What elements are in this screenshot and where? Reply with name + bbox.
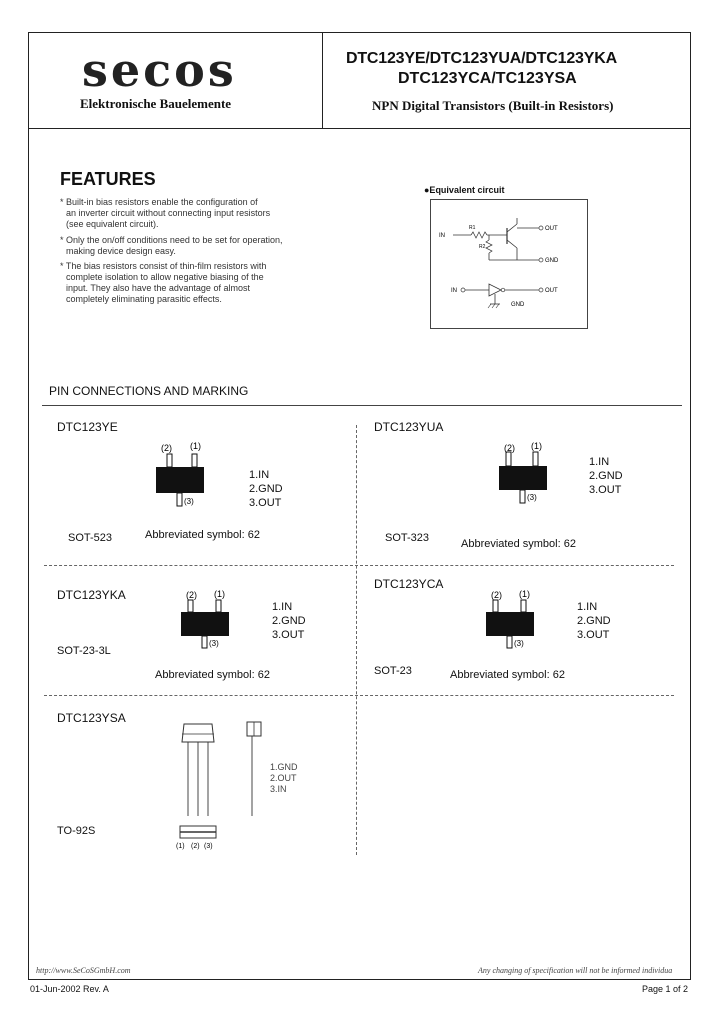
svg-text:(1): (1) — [531, 441, 542, 451]
page-number: Page 1 of 2 — [642, 984, 689, 994]
header-bottom-rule — [28, 128, 691, 129]
abbreviated-symbol: Abbreviated symbol: 62 — [461, 538, 576, 550]
feature-item-3: * The bias resistors consist of thin-film resistors with complete isolation to allow negative biasing of the input. They also have the advantage of almost completely eliminating parasitic effects. — [60, 261, 267, 304]
pin-connections-heading: PIN CONNECTIONS AND MARKING — [49, 384, 249, 398]
sot523-package-drawing — [150, 440, 220, 508]
pin-section-rule — [42, 405, 682, 406]
pinout-list: 1.IN 2.GND 3.OUT — [272, 601, 306, 641]
abbreviated-symbol: Abbreviated symbol: 62 — [145, 529, 260, 541]
sot23-3l-package-drawing — [176, 588, 246, 652]
feature-item-1: * Built-in bias resistors enable the configuration of an inverter circuit without connecting input resistors (see equivalent circuit). — [60, 197, 271, 229]
eq-out-label-2: OUT — [545, 288, 558, 294]
device-name: DTC123YCA — [374, 577, 444, 591]
svg-text:(2): (2) — [504, 443, 515, 453]
eq-r2-label: R2 — [479, 244, 486, 250]
pinout-list: 1.IN 2.GND 3.OUT — [577, 601, 611, 641]
sot323-package-drawing — [493, 440, 563, 508]
features-heading: FEATURES — [60, 169, 156, 189]
svg-text:(2): (2) — [186, 590, 197, 600]
svg-text:(1): (1) — [519, 589, 530, 599]
package-name: TO-92S — [57, 825, 96, 837]
column-divider — [356, 425, 357, 855]
eq-gnd-label-2: GND — [511, 302, 525, 308]
row-divider-1 — [44, 565, 674, 566]
title-line-2: DTC123YCA/TC123YSA — [398, 70, 577, 87]
equivalent-circuit-title: ●Equivalent circuit — [424, 185, 505, 195]
document-subtitle: NPN Digital Transistors (Built-in Resistors) — [372, 98, 614, 113]
device-name: DTC123YE — [57, 420, 118, 434]
svg-text:(2): (2) — [491, 590, 502, 600]
package-name: SOT-323 — [385, 532, 430, 544]
eq-gnd-label: GND — [545, 258, 559, 264]
to92s-package-drawing — [170, 718, 280, 853]
footer-url[interactable]: http://www.SeCoSGmbH.com — [36, 966, 131, 975]
svg-text:(1): (1) — [190, 441, 201, 451]
equivalent-circuit-box — [430, 199, 588, 329]
title-line-1: DTC123YE/DTC123YUA/DTC123YKA — [346, 50, 617, 67]
row-divider-2 — [44, 695, 674, 696]
eq-out-label: OUT — [545, 226, 558, 232]
svg-text:(2): (2) — [191, 843, 200, 850]
footer-note: Any changing of specification will not be informed individua — [478, 966, 673, 975]
sot23-package-drawing — [481, 588, 551, 652]
abbreviated-symbol: Abbreviated symbol: 62 — [155, 669, 270, 681]
eq-in-label-2: IN — [451, 288, 457, 294]
revision-date: 01-Jun-2002 Rev. A — [30, 984, 109, 994]
pinout-list: 1.IN 2.GND 3.OUT — [249, 469, 283, 509]
device-name: DTC123YKA — [57, 588, 126, 602]
pinout-list: 1.IN 2.GND 3.OUT — [589, 456, 623, 496]
package-name: SOT-23 — [374, 665, 412, 677]
device-name: DTC123YSA — [57, 711, 126, 725]
abbreviated-symbol: Abbreviated symbol: 62 — [450, 669, 565, 681]
svg-text:(3): (3) — [184, 497, 194, 506]
package-name: SOT-523 — [68, 532, 113, 544]
secos-logo: secos — [82, 43, 237, 97]
svg-text:(3): (3) — [527, 493, 537, 502]
device-name: DTC123YUA — [374, 420, 444, 434]
svg-text:(1): (1) — [214, 589, 225, 599]
eq-r1-label: R1 — [469, 225, 476, 231]
eq-in-label: IN — [439, 233, 445, 239]
svg-text:(3): (3) — [204, 843, 213, 850]
header-divider — [322, 32, 323, 129]
package-name: SOT-23-3L — [57, 645, 111, 657]
equivalent-circuit-diagram — [431, 200, 589, 330]
svg-text:(3): (3) — [514, 639, 524, 648]
svg-text:(1): (1) — [176, 843, 185, 850]
pinout-list: 1.GND 2.OUT 3.IN — [270, 762, 298, 794]
svg-text:(2): (2) — [161, 443, 172, 453]
svg-text:(3): (3) — [209, 639, 219, 648]
logo-subtitle: Elektronische Bauelemente — [80, 96, 232, 111]
feature-item-2: * Only the on/off conditions need to be set for operation, making device design easy. — [60, 235, 283, 256]
